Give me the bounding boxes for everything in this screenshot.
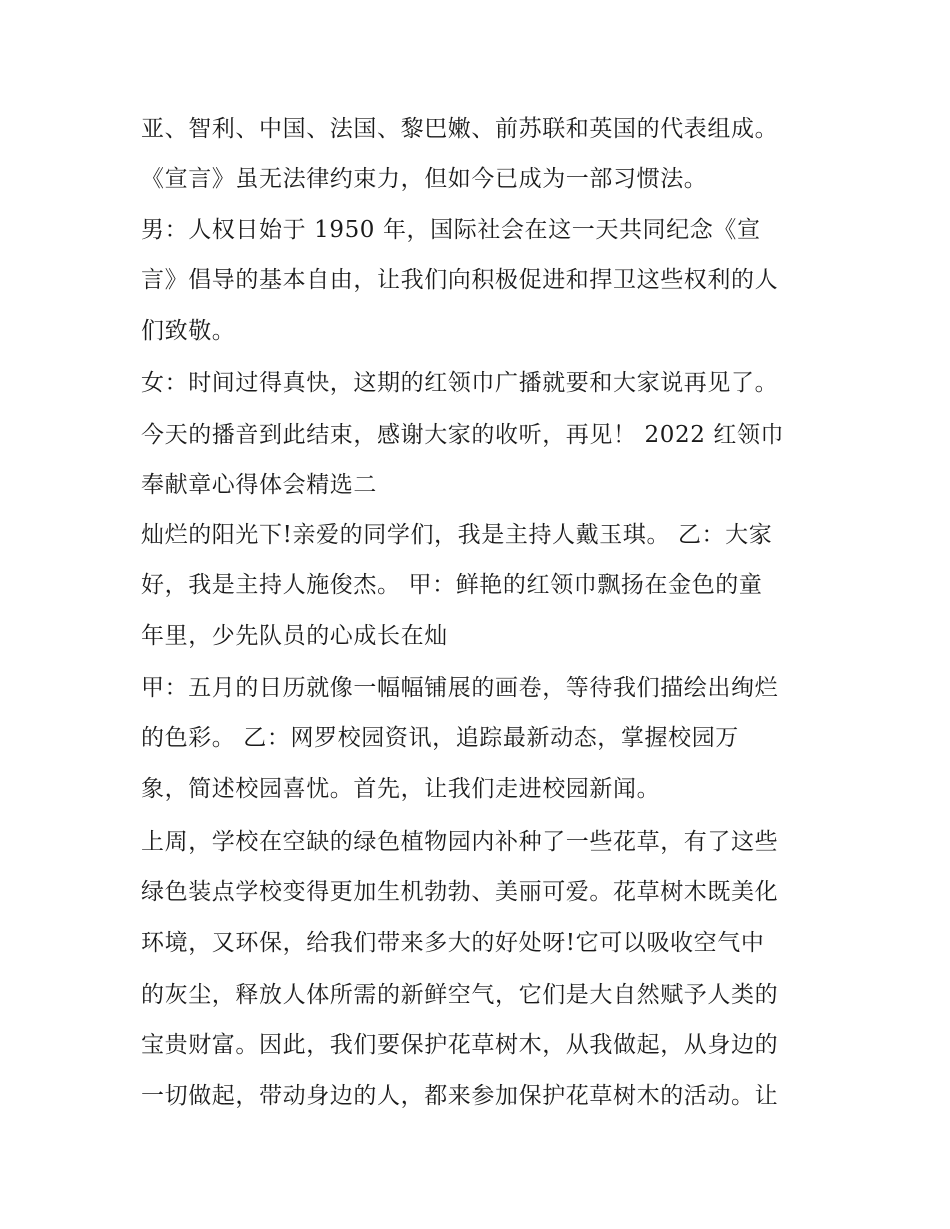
text-line: 上周，学校在空缺的绿色植物园内补种了一些花草，有了这些 <box>141 829 779 855</box>
text-line: 们致敬。 <box>141 318 236 344</box>
text-line: 好，我是主持人施俊杰。 甲：鲜艳的红领巾飘扬在金色的童 <box>141 572 763 598</box>
text-line: 年里，少先队员的心成长在灿 <box>141 623 448 649</box>
text-line: 甲：五月的日历就像一幅幅铺展的画卷，等待我们描绘出绚烂 <box>141 675 779 701</box>
text-line: 男：人权日始于 1950 年，国际社会在这一天共同纪念《宣 <box>141 217 761 243</box>
text-line: 奉献章心得体会精选二 <box>141 472 377 498</box>
text-line: 的色彩。 乙：网罗校园资讯，追踪最新动态，掌握校园万 <box>141 725 739 751</box>
text-line: 宝贵财富。因此，我们要保护花草树木，从我做起，从身边的 <box>141 1032 779 1058</box>
text-line: 环境，又环保，给我们带来多大的好处呀!它可以吸收空气中 <box>141 930 765 956</box>
text-line: 绿色装点学校变得更加生机勃勃、美丽可爱。花草树木既美化 <box>141 879 779 905</box>
text-line: 今天的播音到此结束，感谢大家的收听，再见！ 2022 红领巾 <box>141 422 785 448</box>
text-line: 一切做起，带动身边的人，都来参加保护花草树木的活动。让 <box>141 1083 779 1109</box>
text-line: 言》倡导的基本自由，让我们向积极促进和捍卫这些权利的人 <box>141 267 779 293</box>
text-line: 象，简述校园喜忧。首先，让我们走进校园新闻。 <box>141 776 661 802</box>
text-line: 女：时间过得真快，这期的红领巾广播就要和大家说再见了。 <box>141 370 779 396</box>
text-line: 灿烂的阳光下!亲爱的同学们，我是主持人戴玉琪。 乙：大家 <box>141 522 773 548</box>
text-line: 的灰尘，释放人体所需的新鲜空气，它们是大自然赋予人类的 <box>141 982 779 1008</box>
text-line: 《宣言》虽无法律约束力，但如今已成为一部习惯法。 <box>141 166 708 192</box>
text-line: 亚、智利、中国、法国、黎巴嫩、前苏联和英国的代表组成。 <box>141 116 779 142</box>
